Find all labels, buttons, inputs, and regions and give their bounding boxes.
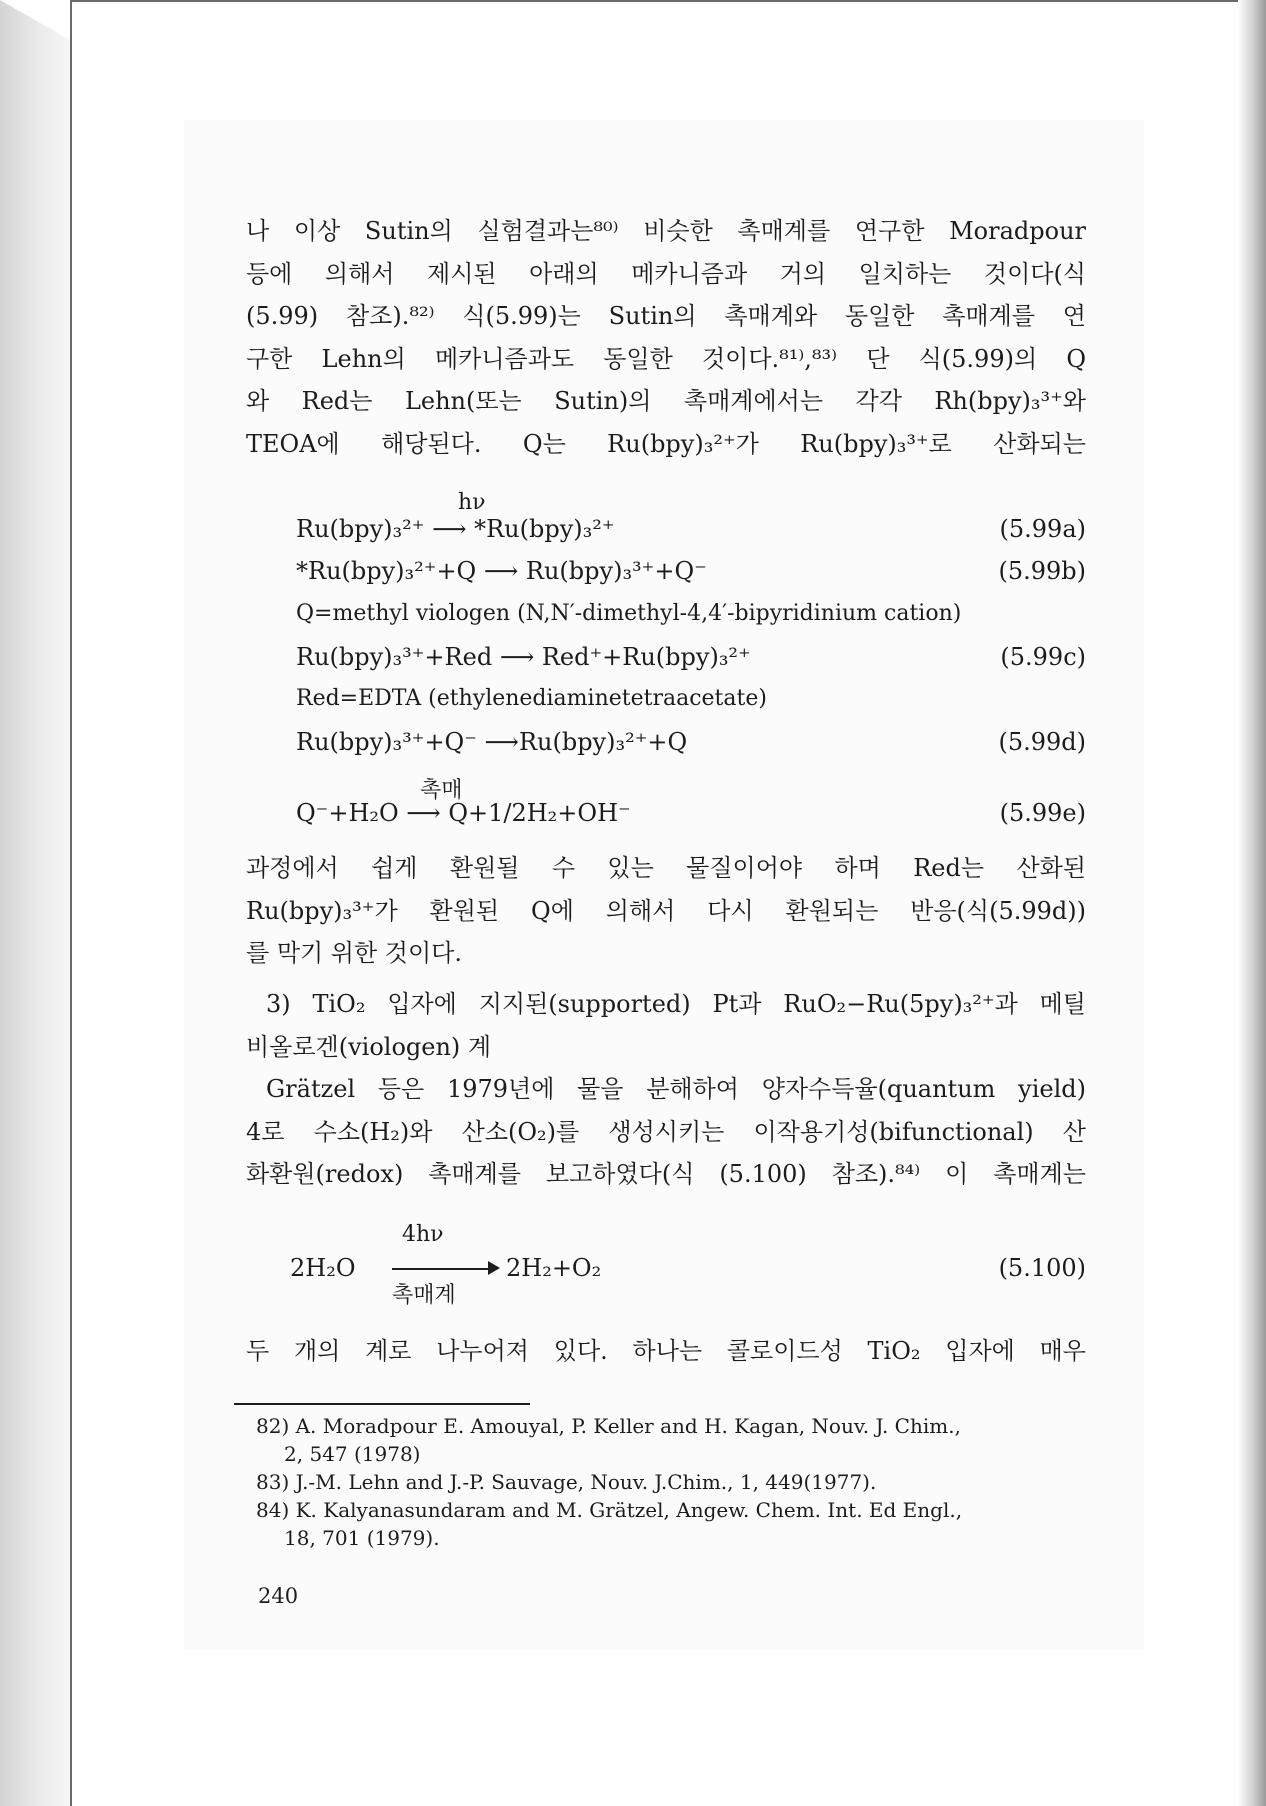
footnotes bbox=[256, 1412, 1088, 1552]
equation-5-99d bbox=[296, 728, 1086, 762]
page-edge-shadow bbox=[1238, 0, 1266, 1806]
text-line: 두 개의 계로 나누어져 있다. 하나는 콜로이드성 TiO₂ 입자에 매우 bbox=[246, 1337, 1086, 1365]
equation-5-99b bbox=[296, 557, 1086, 591]
equation-5-99a bbox=[296, 515, 1086, 549]
equation-body: Ru(bpy)₃²⁺ ⟶ *Ru(bpy)₃²⁺ bbox=[296, 515, 615, 543]
text-line: Grätzel 등은 1979년에 물을 분해하여 양자수득율(quantum yield) bbox=[266, 1075, 1086, 1103]
equation-number: (5.99a) bbox=[999, 515, 1086, 543]
reaction-arrow bbox=[392, 1268, 492, 1270]
paragraph-red-explanation bbox=[246, 847, 1086, 975]
equation-body: Ru(bpy)₃³⁺+Q⁻ ⟶Ru(bpy)₃²⁺+Q bbox=[296, 728, 688, 756]
section-heading: 3) TiO₂ 입자에 지지된(supported) Pt과 RuO₂−Ru(5py)₃²⁺과 메틸 bbox=[266, 990, 1086, 1018]
book-spine bbox=[0, 0, 70, 1806]
text-line: 등에 의해서 제시된 아래의 메카니즘과 거의 일치하는 것이다(식 bbox=[246, 259, 1086, 288]
arrow-label-catalyst: 촉매 bbox=[420, 778, 463, 803]
text-line: 와 Red는 Lehn(또는 Sutin)의 촉매계에서는 각각 Rh(bpy)₃³⁺와 bbox=[246, 387, 1086, 415]
equation-5-99c bbox=[296, 643, 1086, 677]
section-heading: 비올로겐(viologen) 계 bbox=[246, 1032, 492, 1061]
text-line: 4로 수소(H₂)와 산소(O₂)를 생성시키는 이작용기성(bifunctional) 산 bbox=[246, 1117, 1086, 1146]
footnote-84: 84) K. Kalyanasundaram and M. Grätzel, Angew. Chem. Int. Ed Engl., bbox=[256, 1498, 963, 1522]
footnote-divider bbox=[234, 1403, 530, 1405]
arrow-label-hv: hν bbox=[458, 490, 486, 515]
text-line: (5.99) 참조).⁸²⁾ 식(5.99)는 Sutin의 촉매계와 동일한 촉매계를 연 bbox=[246, 302, 1086, 330]
text-line: Ru(bpy)₃³⁺가 환원된 Q에 의해서 다시 환원되는 반응(식(5.99d)) bbox=[246, 896, 1086, 925]
equation-reactant: 2H₂O bbox=[290, 1254, 356, 1282]
reaction-arrowhead bbox=[488, 1261, 500, 1275]
note-methyl-viologen: Q=methyl viologen (N,N′-dimethyl-4,4′-bipyridinium cation) bbox=[296, 601, 962, 626]
equation-body: Q⁻+H₂O ⟶ Q+1/2H₂+OH⁻ bbox=[296, 799, 631, 827]
equation-5-100 bbox=[290, 1222, 1086, 1308]
page-border bbox=[70, 0, 1238, 2]
equation-number: (5.99d) bbox=[998, 728, 1086, 756]
equation-5-99e bbox=[296, 799, 1086, 833]
text-line: 과정에서 쉽게 환원될 수 있는 물질이어야 하며 Red는 산화된 bbox=[246, 854, 1086, 882]
text-line: 를 막기 위한 것이다. bbox=[246, 939, 462, 967]
arrow-label-4hv: 4hν bbox=[402, 1222, 444, 1247]
equation-number: (5.99c) bbox=[1000, 643, 1086, 671]
equation-products: 2H₂+O₂ bbox=[506, 1254, 602, 1282]
footnote-84-cont: 18, 701 (1979). bbox=[284, 1526, 440, 1550]
text-line: 나 이상 Sutin의 실험결과는⁸⁰⁾ 비슷한 촉매계를 연구한 Moradpour bbox=[246, 217, 1086, 245]
paragraph-intro bbox=[246, 210, 1086, 465]
note-edta: Red=EDTA (ethylenediaminetetraacetate) bbox=[296, 686, 767, 711]
text-line: TEOA에 해당된다. Q는 Ru(bpy)₃²⁺가 Ru(bpy)₃³⁺로 산화되는 bbox=[246, 429, 1086, 458]
page-number: 240 bbox=[258, 1584, 299, 1608]
equation-number: (5.100) bbox=[998, 1254, 1086, 1282]
equation-number: (5.99e) bbox=[999, 799, 1086, 827]
equation-body: Ru(bpy)₃³⁺+Red ⟶ Red⁺+Ru(bpy)₃²⁺ bbox=[296, 643, 751, 671]
paragraph-gratzel-system bbox=[246, 983, 1086, 1196]
footnote-82: 82) A. Moradpour E. Amouyal, P. Keller and H. Kagan, Nouv. J. Chim., bbox=[256, 1414, 961, 1438]
equation-body: *Ru(bpy)₃²⁺+Q ⟶ Ru(bpy)₃³⁺+Q⁻ bbox=[296, 557, 707, 585]
text-line: 구한 Lehn의 메카니즘과도 동일한 것이다.⁸¹⁾,⁸³⁾ 단 식(5.99)의 Q bbox=[246, 344, 1086, 373]
page-border bbox=[70, 0, 72, 1806]
footnote-82-cont: 2, 547 (1978) bbox=[284, 1442, 421, 1466]
paragraph-closing bbox=[246, 1330, 1086, 1373]
text-line: 화환원(redox) 촉매계를 보고하였다(식 (5.100) 참조).⁸⁴⁾ 이 촉매계는 bbox=[246, 1160, 1086, 1188]
footnote-83: 83) J.-M. Lehn and J.-P. Sauvage, Nouv. J.Chim., 1, 449(1977). bbox=[256, 1470, 877, 1494]
arrow-label-catalyst-system: 촉매계 bbox=[392, 1283, 456, 1308]
equation-number: (5.99b) bbox=[998, 557, 1086, 585]
